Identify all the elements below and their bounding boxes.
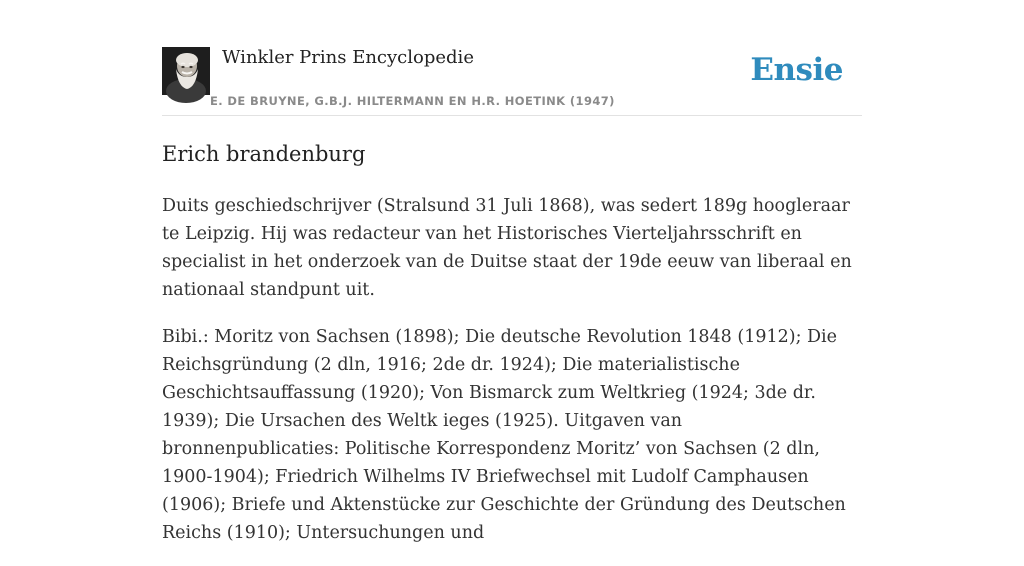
source-header xyxy=(162,0,862,116)
article-page xyxy=(162,0,862,543)
ensie-logo[interactable]: Ensie xyxy=(750,52,843,88)
source-authors: E. DE BRUYNE, G.B.J. HILTERMANN EN H.R. HOETINK (1947) xyxy=(210,94,615,108)
article-title: Erich brandenburg xyxy=(162,142,366,166)
article-body xyxy=(162,192,862,566)
article-paragraph: Duits geschiedschrijver (Stralsund 31 Juli 1868), was sedert 189g hoogleraar te Leipzig. Hij was redacteur van het Historisches Vierteljahrsschrift en specialist in het onderzoek van de Duitse staat der 19de eeuw van liberaal en nationaal standpunt uit. xyxy=(162,196,852,300)
source-title[interactable]: Winkler Prins Encyclopedie xyxy=(222,47,474,68)
author-portrait-icon[interactable] xyxy=(162,47,210,95)
article-paragraph: Bibi.: Moritz von Sachsen (1898); Die deutsche Revolution 1848 (1912); Die Reichsgründung (2 dln, 1916; 2de dr. 1924); Die materialistische Geschichtsauffassung (1920); Von Bismarck zum Weltkrieg (1924; 3de dr. 1939); Die Ursachen des Weltk ieges (1925). Uitgaven van bronnenpublicaties: Politische Korrespondenz Moritz’ von Sachsen (2 dln, 1900-1904); Friedrich Wilhelms IV Briefwechsel mit Ludolf Camphausen (1906); Briefe und Aktenstücke zur Geschichte der Gründung des Deutschen Reichs (1910); Untersuchungen und xyxy=(162,327,846,543)
